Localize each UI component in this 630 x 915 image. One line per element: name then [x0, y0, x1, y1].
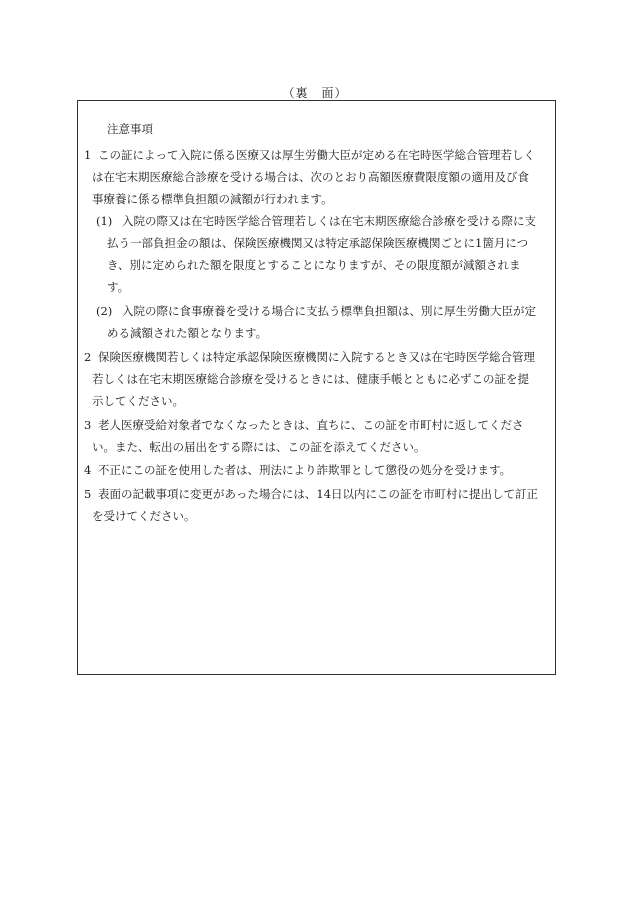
subitem-1-line-1: 入院の際又は在宅時医学総合管理若しくは在宅末期医療総合診療を受ける際に支: [122, 214, 536, 228]
notice-heading: 注意事項: [107, 122, 153, 136]
subitem-1-line-3: き、別に定められた額を限度とすることになりますが、その限度額が減額されま: [107, 258, 521, 272]
notice-frame: [77, 100, 556, 675]
subitem-1-line-4: す。: [107, 280, 130, 294]
item-2-line-1: 保険医療機関若しくは特定承認保険医療機関に入院するとき又は在宅時医学総合管理: [98, 350, 535, 364]
subitem-2-line-1: 入院の際に食事療養を受ける場合に支払う標準負担額は、別に厚生労働大臣が定: [122, 304, 536, 318]
subitem-number: (2): [96, 304, 113, 318]
item-5-line-1: 表面の記載事項に変更があった場合には、14日以内にこの証を市町村に提出して訂正: [98, 487, 539, 501]
item-2-line-3: 示してください。: [92, 394, 184, 408]
item-3-line-2: い。また、転出の届出をする際には、この証を添えてください。: [92, 440, 426, 454]
item-2-line-2: 若しくは在宅末期医療総合診療を受けるときには、健康手帳とともに必ずこの証を提: [92, 372, 529, 386]
item-number: 5: [84, 487, 92, 501]
item-3-line-1: 老人医療受給対象者でなくなったときは、直ちに、この証を市町村に返してくださ: [98, 418, 524, 432]
item-number: 2: [84, 350, 92, 364]
page-label: （裏 面）: [282, 86, 348, 100]
item-4-line-1: 不正にこの証を使用した者は、刑法により詐欺罪として懲役の処分を受けます。: [98, 463, 512, 477]
item-number: 4: [84, 463, 92, 477]
item-number: 3: [84, 418, 92, 432]
subitem-1-line-2: 払う一部負担金の額は、保険医療機関又は特定承認保険医療機関ごとに1箇月につ: [107, 236, 529, 250]
item-1-line-3: 事療養に係る標準負担額の減額が行われます。: [92, 192, 333, 206]
item-5-line-2: を受けてください。: [92, 509, 196, 523]
item-1-line-2: は在宅末期医療総合診療を受ける場合は、次のとおり高額医療費限度額の適用及び食: [92, 170, 529, 184]
item-1-line-1: この証によって入院に係る医療又は厚生労働大臣が定める在宅時医学総合管理若しく: [98, 148, 535, 162]
subitem-number: (1): [96, 214, 113, 228]
subitem-2-line-2: める減額された額となります。: [107, 326, 268, 340]
item-number: 1: [84, 148, 92, 162]
